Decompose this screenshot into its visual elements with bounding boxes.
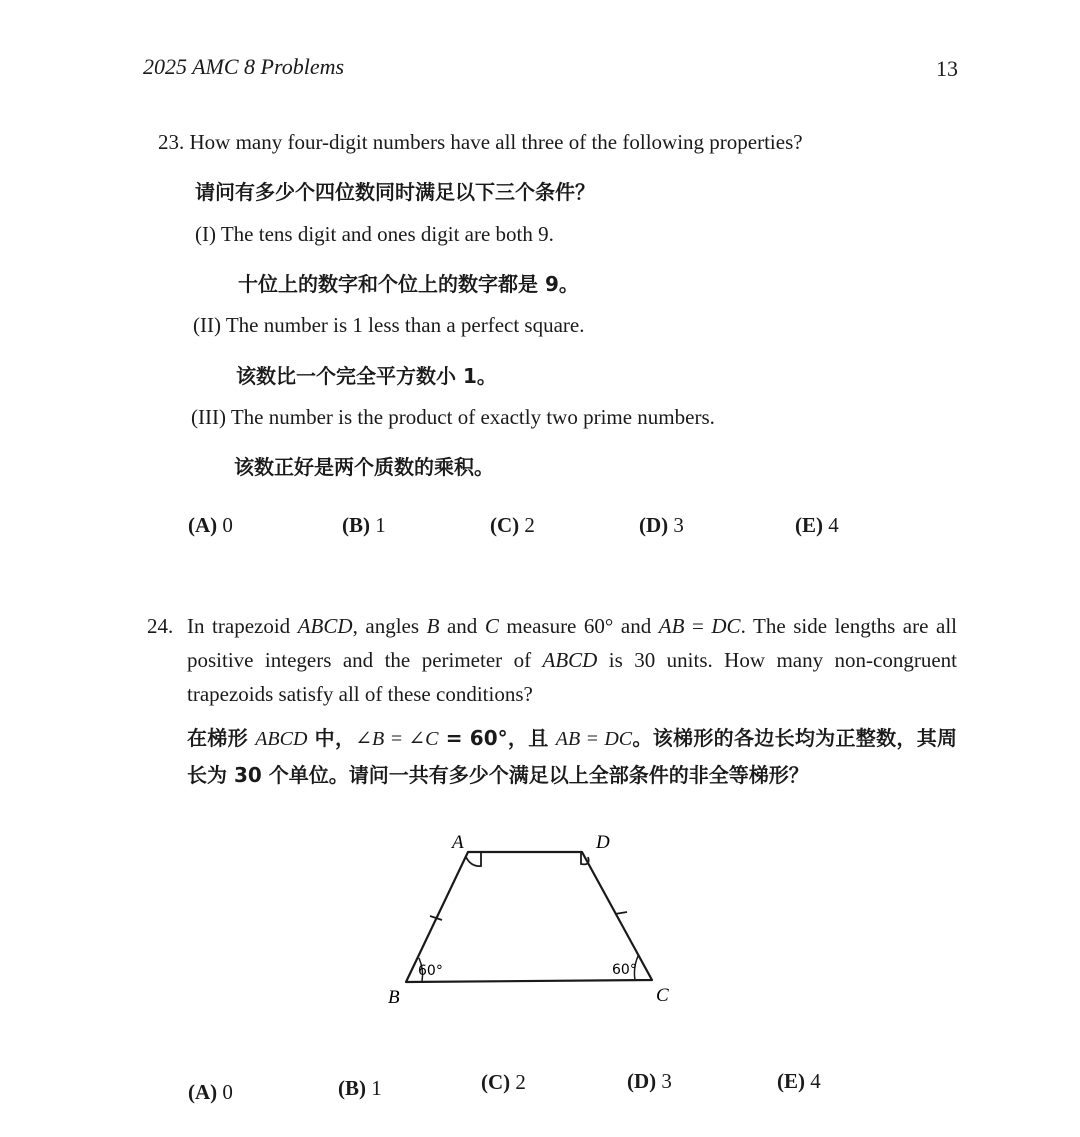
vertex-label-d: D — [596, 832, 610, 853]
p24-choice-b[interactable] — [338, 1076, 382, 1101]
p23-choice-c[interactable] — [490, 513, 535, 538]
choice-label: (A) — [188, 1080, 218, 1104]
choice-value: 4 — [828, 513, 839, 537]
condition-2 — [193, 313, 584, 338]
problem-23-question — [158, 130, 803, 155]
choice-label: (A) — [188, 513, 218, 537]
vertex-label-a: A — [452, 832, 464, 853]
problem-24-text: 24. In trapezoid ABCD, angles B and C measure 60° and AB = DC. The side lengths are all positive integers and the perimeter of ABCD is 30 units. How many non-congruent trapezoids satisfy all of these conditions? — [187, 609, 957, 711]
choice-value: 0 — [222, 1080, 233, 1104]
vertex-label-c: C — [656, 985, 669, 1006]
condition-2-cn: 该数比一个完全平方数小 1。 — [236, 364, 497, 388]
p23-choice-b[interactable] — [342, 513, 386, 538]
p24-choice-e[interactable] — [777, 1069, 821, 1094]
condition-1 — [195, 222, 554, 247]
choice-label: (C) — [490, 513, 520, 537]
choice-label: (E) — [795, 513, 823, 537]
choice-value: 1 — [375, 513, 386, 537]
choice-value: 1 — [371, 1076, 382, 1100]
tick-mark-dc — [615, 912, 627, 914]
vertex-label-b: B — [388, 987, 400, 1008]
choice-value: 0 — [222, 513, 233, 537]
choice-label: (D) — [627, 1069, 657, 1093]
condition-3 — [191, 405, 715, 430]
p24-choice-a[interactable] — [188, 1080, 233, 1105]
page-number: 13 — [936, 56, 958, 81]
condition-2-label: (II) — [193, 313, 221, 337]
p24-choice-d[interactable] — [627, 1069, 672, 1094]
condition-1-label: (I) — [195, 222, 216, 246]
problem-23-question-en: How many four-digit numbers have all three of the following properties? — [189, 130, 803, 154]
choice-label: (C) — [481, 1070, 511, 1094]
header-title: 2025 AMC 8 Problems — [143, 54, 345, 79]
choice-value: 2 — [515, 1070, 526, 1094]
angle-arc-a — [466, 852, 481, 866]
p24-choice-c[interactable] — [481, 1070, 526, 1095]
condition-3-cn: 该数正好是两个质数的乘积。 — [234, 455, 494, 479]
choice-value: 4 — [810, 1069, 821, 1093]
trapezoid-figure — [370, 820, 700, 1020]
choice-label: (E) — [777, 1069, 805, 1093]
p23-choice-d[interactable] — [639, 513, 684, 538]
choice-label: (D) — [639, 513, 669, 537]
p23-choice-a[interactable] — [188, 513, 233, 538]
choice-label: (B) — [338, 1076, 366, 1100]
p23-choice-e[interactable] — [795, 513, 839, 538]
choice-value: 2 — [524, 513, 535, 537]
choice-value: 3 — [661, 1069, 672, 1093]
angle-label-c: 60° — [612, 962, 637, 978]
choice-value: 3 — [673, 513, 684, 537]
condition-1-cn: 十位上的数字和个位上的数字都是 9。 — [238, 272, 579, 296]
condition-3-text: The number is the product of exactly two prime numbers. — [230, 405, 715, 429]
choice-label: (B) — [342, 513, 370, 537]
problem-24-text-cn: 在梯形 ABCD 中，∠B = ∠C = 60°，且 AB = DC。该梯形的各边长均为正整数，其周长为 30 个单位。请问一共有多少个满足以上全部条件的非全等梯形？ — [187, 726, 958, 787]
condition-2-text: The number is 1 less than a perfect square. — [225, 313, 585, 337]
condition-3-label: (III) — [191, 405, 226, 429]
angle-label-b: 60° — [418, 963, 443, 979]
problem-23-question-cn: 请问有多少个四位数同时满足以下三个条件？ — [195, 180, 595, 204]
condition-1-text: The tens digit and ones digit are both 9. — [220, 222, 554, 246]
problem-24-number: 24. — [147, 614, 174, 638]
problem-23-number: 23. — [158, 130, 185, 154]
